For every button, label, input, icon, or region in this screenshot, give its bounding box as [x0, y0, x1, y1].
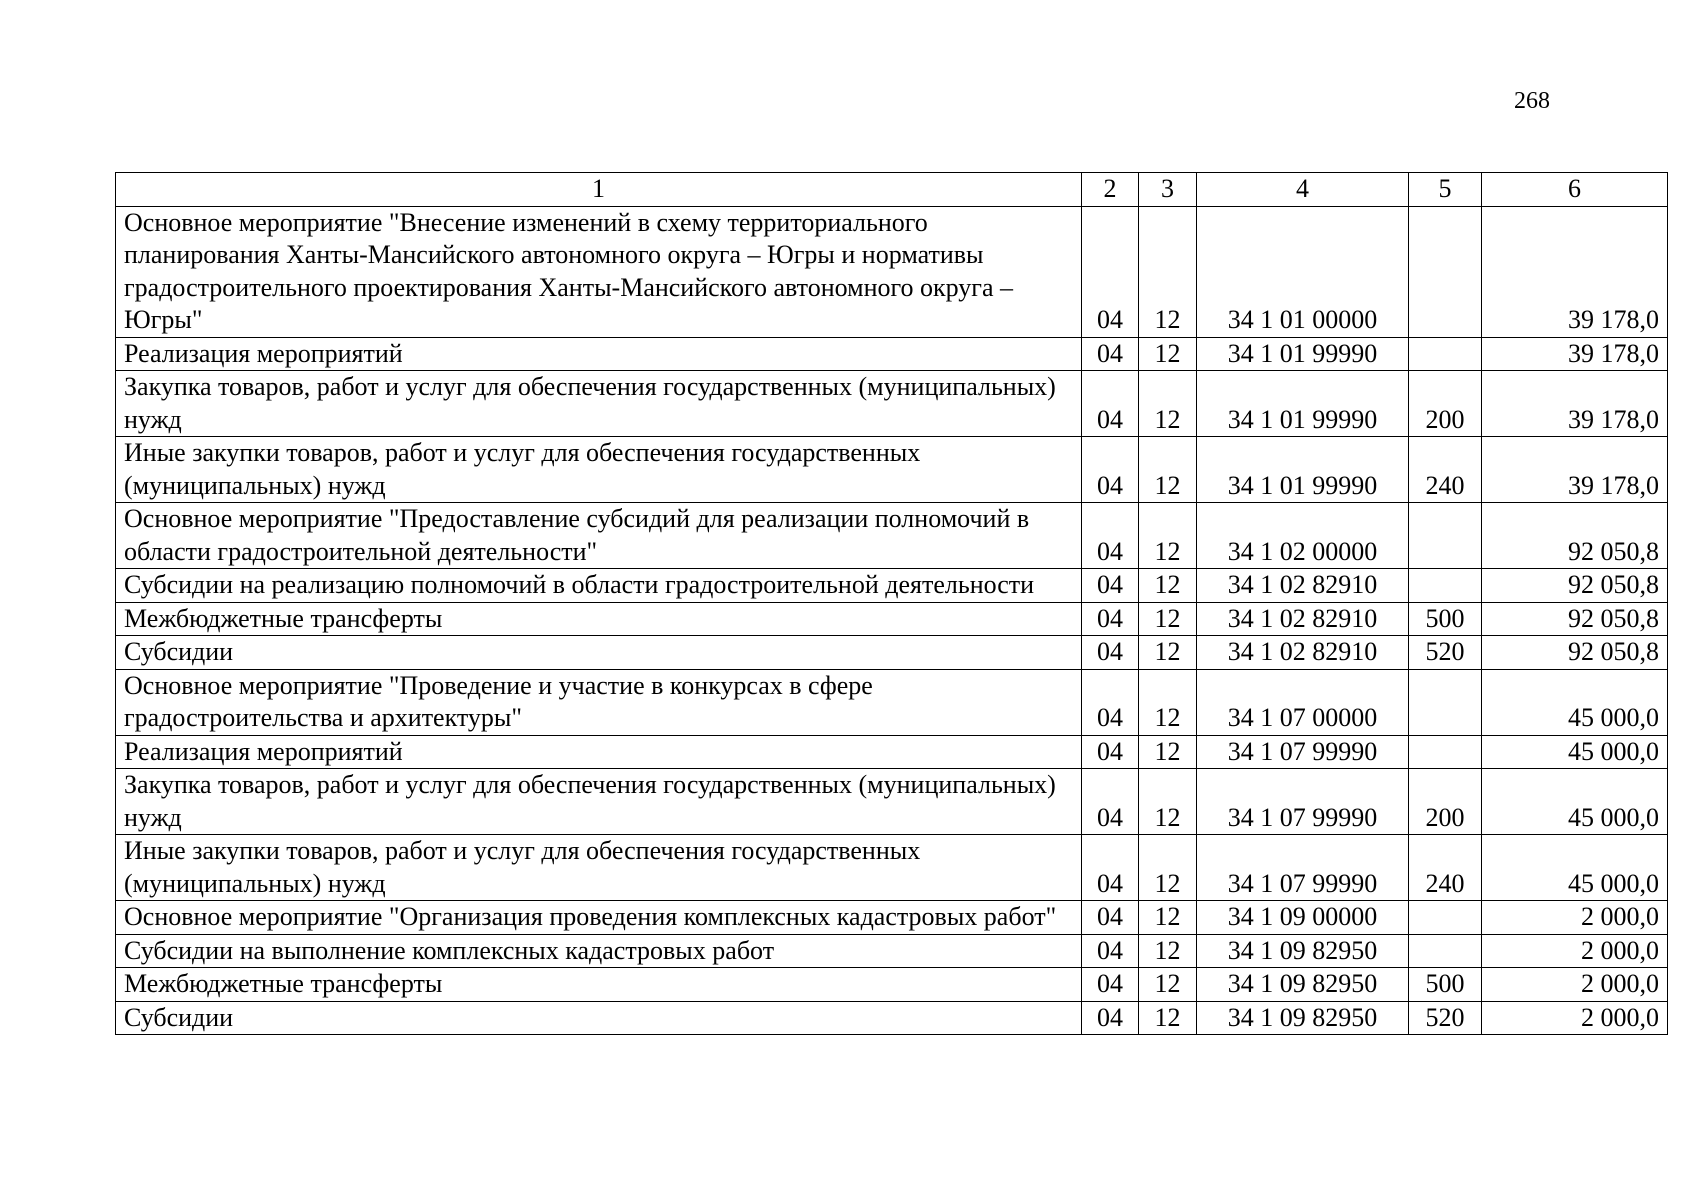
- row-name-cell: Закупка товаров, работ и услуг для обеспечения государственных (муниципальных) нужд: [116, 371, 1082, 437]
- row-section-cell: 04: [1082, 206, 1139, 337]
- table-row: [116, 669, 1668, 735]
- row-section-cell: 04: [1082, 735, 1139, 769]
- row-target-article-cell: 34 1 01 99990: [1197, 337, 1409, 371]
- row-subsection-cell: 12: [1139, 901, 1197, 935]
- row-subsection-cell: 12: [1139, 769, 1197, 835]
- row-subsection-cell: 12: [1139, 835, 1197, 901]
- row-name-cell: Межбюджетные трансферты: [116, 602, 1082, 636]
- row-expense-type-cell: [1409, 337, 1482, 371]
- table-row: [116, 934, 1668, 968]
- row-amount-cell: 45 000,0: [1482, 769, 1668, 835]
- row-expense-type-cell: 240: [1409, 437, 1482, 503]
- row-expense-type-cell: [1409, 934, 1482, 968]
- row-name-cell: Иные закупки товаров, работ и услуг для обеспечения государственных (муниципальных) нужд: [116, 835, 1082, 901]
- row-subsection-cell: 12: [1139, 636, 1197, 670]
- row-name-cell: Закупка товаров, работ и услуг для обеспечения государственных (муниципальных) нужд: [116, 769, 1082, 835]
- row-target-article-cell: 34 1 01 00000: [1197, 206, 1409, 337]
- row-expense-type-cell: 520: [1409, 1001, 1482, 1035]
- row-amount-cell: 2 000,0: [1482, 901, 1668, 935]
- row-expense-type-cell: [1409, 206, 1482, 337]
- row-target-article-cell: 34 1 07 00000: [1197, 669, 1409, 735]
- header-cell-2: 2: [1082, 173, 1139, 207]
- row-subsection-cell: 12: [1139, 669, 1197, 735]
- table-row: [116, 835, 1668, 901]
- table-row: [116, 968, 1668, 1002]
- header-row: [116, 173, 1668, 207]
- row-section-cell: 04: [1082, 337, 1139, 371]
- row-expense-type-cell: [1409, 901, 1482, 935]
- row-amount-cell: 92 050,8: [1482, 569, 1668, 603]
- row-target-article-cell: 34 1 02 00000: [1197, 503, 1409, 569]
- row-target-article-cell: 34 1 02 82910: [1197, 569, 1409, 603]
- row-amount-cell: 45 000,0: [1482, 835, 1668, 901]
- table-row: [116, 206, 1668, 337]
- row-amount-cell: 92 050,8: [1482, 636, 1668, 670]
- row-name-cell: Основное мероприятие "Предоставление субсидий для реализации полномочий в области градостроительной деятельности": [116, 503, 1082, 569]
- row-name-cell: Субсидии на реализацию полномочий в области градостроительной деятельности: [116, 569, 1082, 603]
- row-subsection-cell: 12: [1139, 968, 1197, 1002]
- row-expense-type-cell: 200: [1409, 769, 1482, 835]
- row-section-cell: 04: [1082, 636, 1139, 670]
- row-section-cell: 04: [1082, 503, 1139, 569]
- row-section-cell: 04: [1082, 602, 1139, 636]
- row-target-article-cell: 34 1 01 99990: [1197, 371, 1409, 437]
- row-name-cell: Основное мероприятие "Внесение изменений в схему территориального планирования Ханты-Мансийского автономного округа – Югры и нормативы градостроительного проектирования Ханты-Мансийского автономного округа – Югры": [116, 206, 1082, 337]
- table-row: [116, 636, 1668, 670]
- row-subsection-cell: 12: [1139, 503, 1197, 569]
- row-target-article-cell: 34 1 01 99990: [1197, 437, 1409, 503]
- row-expense-type-cell: 240: [1409, 835, 1482, 901]
- header-cell-3: 3: [1139, 173, 1197, 207]
- row-expense-type-cell: [1409, 735, 1482, 769]
- header-cell-5: 5: [1409, 173, 1482, 207]
- row-subsection-cell: 12: [1139, 602, 1197, 636]
- row-amount-cell: 2 000,0: [1482, 934, 1668, 968]
- row-amount-cell: 2 000,0: [1482, 968, 1668, 1002]
- row-amount-cell: 39 178,0: [1482, 437, 1668, 503]
- row-amount-cell: 45 000,0: [1482, 669, 1668, 735]
- row-expense-type-cell: 500: [1409, 602, 1482, 636]
- row-name-cell: Реализация мероприятий: [116, 735, 1082, 769]
- row-section-cell: 04: [1082, 569, 1139, 603]
- row-target-article-cell: 34 1 07 99990: [1197, 835, 1409, 901]
- row-section-cell: 04: [1082, 1001, 1139, 1035]
- row-amount-cell: 39 178,0: [1482, 371, 1668, 437]
- table-row: [116, 371, 1668, 437]
- row-target-article-cell: 34 1 09 82950: [1197, 968, 1409, 1002]
- row-expense-type-cell: 200: [1409, 371, 1482, 437]
- row-name-cell: Субсидии на выполнение комплексных кадастровых работ: [116, 934, 1082, 968]
- row-subsection-cell: 12: [1139, 735, 1197, 769]
- row-target-article-cell: 34 1 07 99990: [1197, 735, 1409, 769]
- row-subsection-cell: 12: [1139, 371, 1197, 437]
- row-target-article-cell: 34 1 02 82910: [1197, 636, 1409, 670]
- row-target-article-cell: 34 1 02 82910: [1197, 602, 1409, 636]
- table-row: [116, 503, 1668, 569]
- row-section-cell: 04: [1082, 835, 1139, 901]
- header-cell-1: 1: [116, 173, 1082, 207]
- row-subsection-cell: 12: [1139, 337, 1197, 371]
- header-cell-4: 4: [1197, 173, 1409, 207]
- budget-table: [115, 172, 1668, 1035]
- row-amount-cell: 39 178,0: [1482, 337, 1668, 371]
- row-expense-type-cell: [1409, 569, 1482, 603]
- row-expense-type-cell: [1409, 669, 1482, 735]
- table-row: [116, 569, 1668, 603]
- table-row: [116, 1001, 1668, 1035]
- row-subsection-cell: 12: [1139, 206, 1197, 337]
- row-name-cell: Субсидии: [116, 636, 1082, 670]
- row-target-article-cell: 34 1 09 00000: [1197, 901, 1409, 935]
- row-subsection-cell: 12: [1139, 569, 1197, 603]
- row-target-article-cell: 34 1 09 82950: [1197, 1001, 1409, 1035]
- row-target-article-cell: 34 1 09 82950: [1197, 934, 1409, 968]
- table-row: [116, 602, 1668, 636]
- header-cell-6: 6: [1482, 173, 1668, 207]
- row-amount-cell: 45 000,0: [1482, 735, 1668, 769]
- row-section-cell: 04: [1082, 437, 1139, 503]
- page-number: 268: [1514, 88, 1550, 114]
- row-expense-type-cell: [1409, 503, 1482, 569]
- row-section-cell: 04: [1082, 371, 1139, 437]
- row-subsection-cell: 12: [1139, 437, 1197, 503]
- table-row: [116, 437, 1668, 503]
- row-section-cell: 04: [1082, 934, 1139, 968]
- row-name-cell: Иные закупки товаров, работ и услуг для обеспечения государственных (муниципальных) нужд: [116, 437, 1082, 503]
- row-amount-cell: 92 050,8: [1482, 602, 1668, 636]
- row-expense-type-cell: 520: [1409, 636, 1482, 670]
- row-name-cell: Основное мероприятие "Проведение и участие в конкурсах в сфере градостроительства и архитектуры": [116, 669, 1082, 735]
- budget-table-body: [116, 173, 1668, 1035]
- table-row: [116, 735, 1668, 769]
- row-amount-cell: 92 050,8: [1482, 503, 1668, 569]
- row-amount-cell: 39 178,0: [1482, 206, 1668, 337]
- table-row: [116, 337, 1668, 371]
- row-expense-type-cell: 500: [1409, 968, 1482, 1002]
- row-section-cell: 04: [1082, 669, 1139, 735]
- table-row: [116, 901, 1668, 935]
- row-subsection-cell: 12: [1139, 1001, 1197, 1035]
- row-section-cell: 04: [1082, 769, 1139, 835]
- row-name-cell: Основное мероприятие "Организация проведения комплексных кадастровых работ": [116, 901, 1082, 935]
- table-row: [116, 769, 1668, 835]
- row-name-cell: Реализация мероприятий: [116, 337, 1082, 371]
- row-name-cell: Межбюджетные трансферты: [116, 968, 1082, 1002]
- row-target-article-cell: 34 1 07 99990: [1197, 769, 1409, 835]
- row-section-cell: 04: [1082, 901, 1139, 935]
- row-amount-cell: 2 000,0: [1482, 1001, 1668, 1035]
- row-section-cell: 04: [1082, 968, 1139, 1002]
- row-subsection-cell: 12: [1139, 934, 1197, 968]
- row-name-cell: Субсидии: [116, 1001, 1082, 1035]
